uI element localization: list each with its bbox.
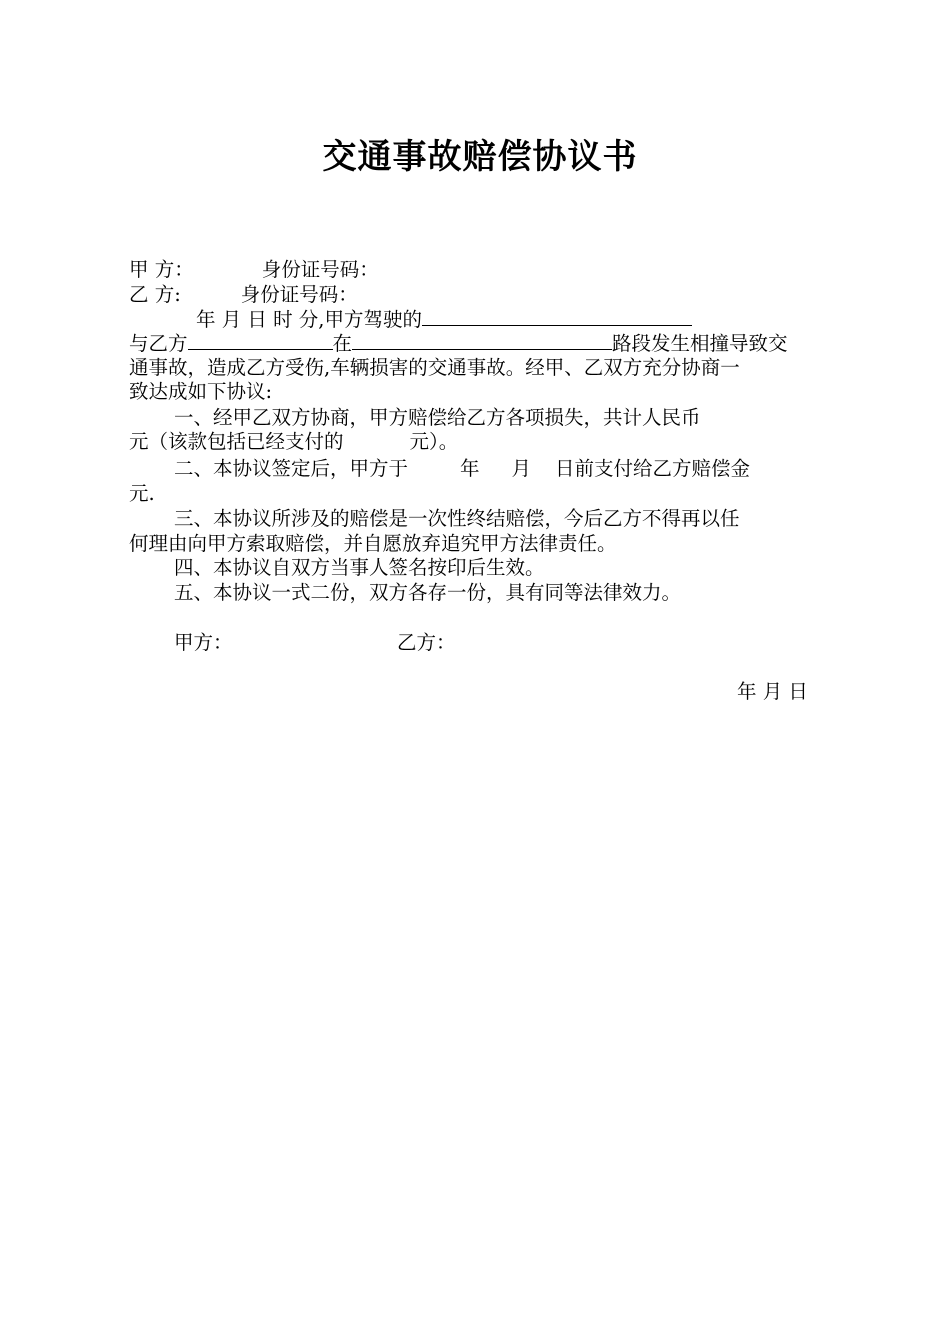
clause-1-line-2 (129, 430, 458, 454)
clause-2-month: 月 (511, 457, 532, 480)
signature-date: 年 月 日 (737, 680, 808, 703)
clause-1-end-text: 元）。 (409, 430, 459, 453)
clause-5-line: 五、本协议一式二份，双方各存一份，具有同等法律效力。 (174, 581, 682, 604)
party-b-vehicle-blank (188, 331, 333, 350)
party-b-line (129, 283, 358, 307)
clause-1-paid-text: 元（该款包括已经支付的 (129, 430, 344, 453)
road-text: 路段发生相撞导致交 (612, 332, 788, 355)
clause-3-line-2: 何理由向甲方索取赔偿，并自愿放弃追究甲方法律责任。 (129, 532, 617, 555)
accident-time-line (196, 307, 692, 332)
clause-3-line-1: 三、本协议所涉及的赔偿是一次性终结赔偿，今后乙方不得再以任 (174, 507, 740, 530)
road-blank (352, 331, 612, 350)
party-a-label: 甲 方： (129, 258, 194, 281)
party-b-id-label: 身份证号码： (240, 283, 358, 306)
party-a-id-label: 身份证号码： (261, 258, 379, 281)
accident-time-text: 年 月 日 时 分,甲方驾驶的 (196, 308, 422, 331)
party-a-line (129, 258, 379, 282)
clause-2-line-1 (174, 457, 750, 481)
party-b-label: 乙 方: (129, 283, 181, 306)
accident-line-3: 通事故，造成乙方受伤,车辆损害的交通事故。经甲、乙双方充分协商一 (129, 356, 740, 379)
clause-2-text: 二、本协议签定后，甲方于 (174, 457, 409, 480)
accident-location-line (129, 331, 788, 356)
clause-2-line-2: 元. (129, 482, 155, 505)
clause-2-day-text: 日前支付给乙方赔偿金 (555, 457, 751, 480)
clause-4-line: 四、本协议自双方当事人签名按印后生效。 (174, 556, 545, 579)
clause-1-line-1: 一、经甲乙双方协商，甲方赔偿给乙方各项损失，共计人民币 (174, 406, 701, 429)
vehicle-blank (422, 307, 692, 326)
clause-2-year: 年 (460, 457, 480, 480)
with-party-b-text: 与乙方 (129, 332, 188, 355)
signature-party-a: 甲方： (174, 631, 233, 654)
accident-line-4: 致达成如下协议: (129, 380, 273, 403)
at-text: 在 (332, 332, 353, 355)
document-title: 交通事故赔偿协议书 (322, 137, 638, 177)
signature-party-b: 乙方： (397, 631, 456, 654)
